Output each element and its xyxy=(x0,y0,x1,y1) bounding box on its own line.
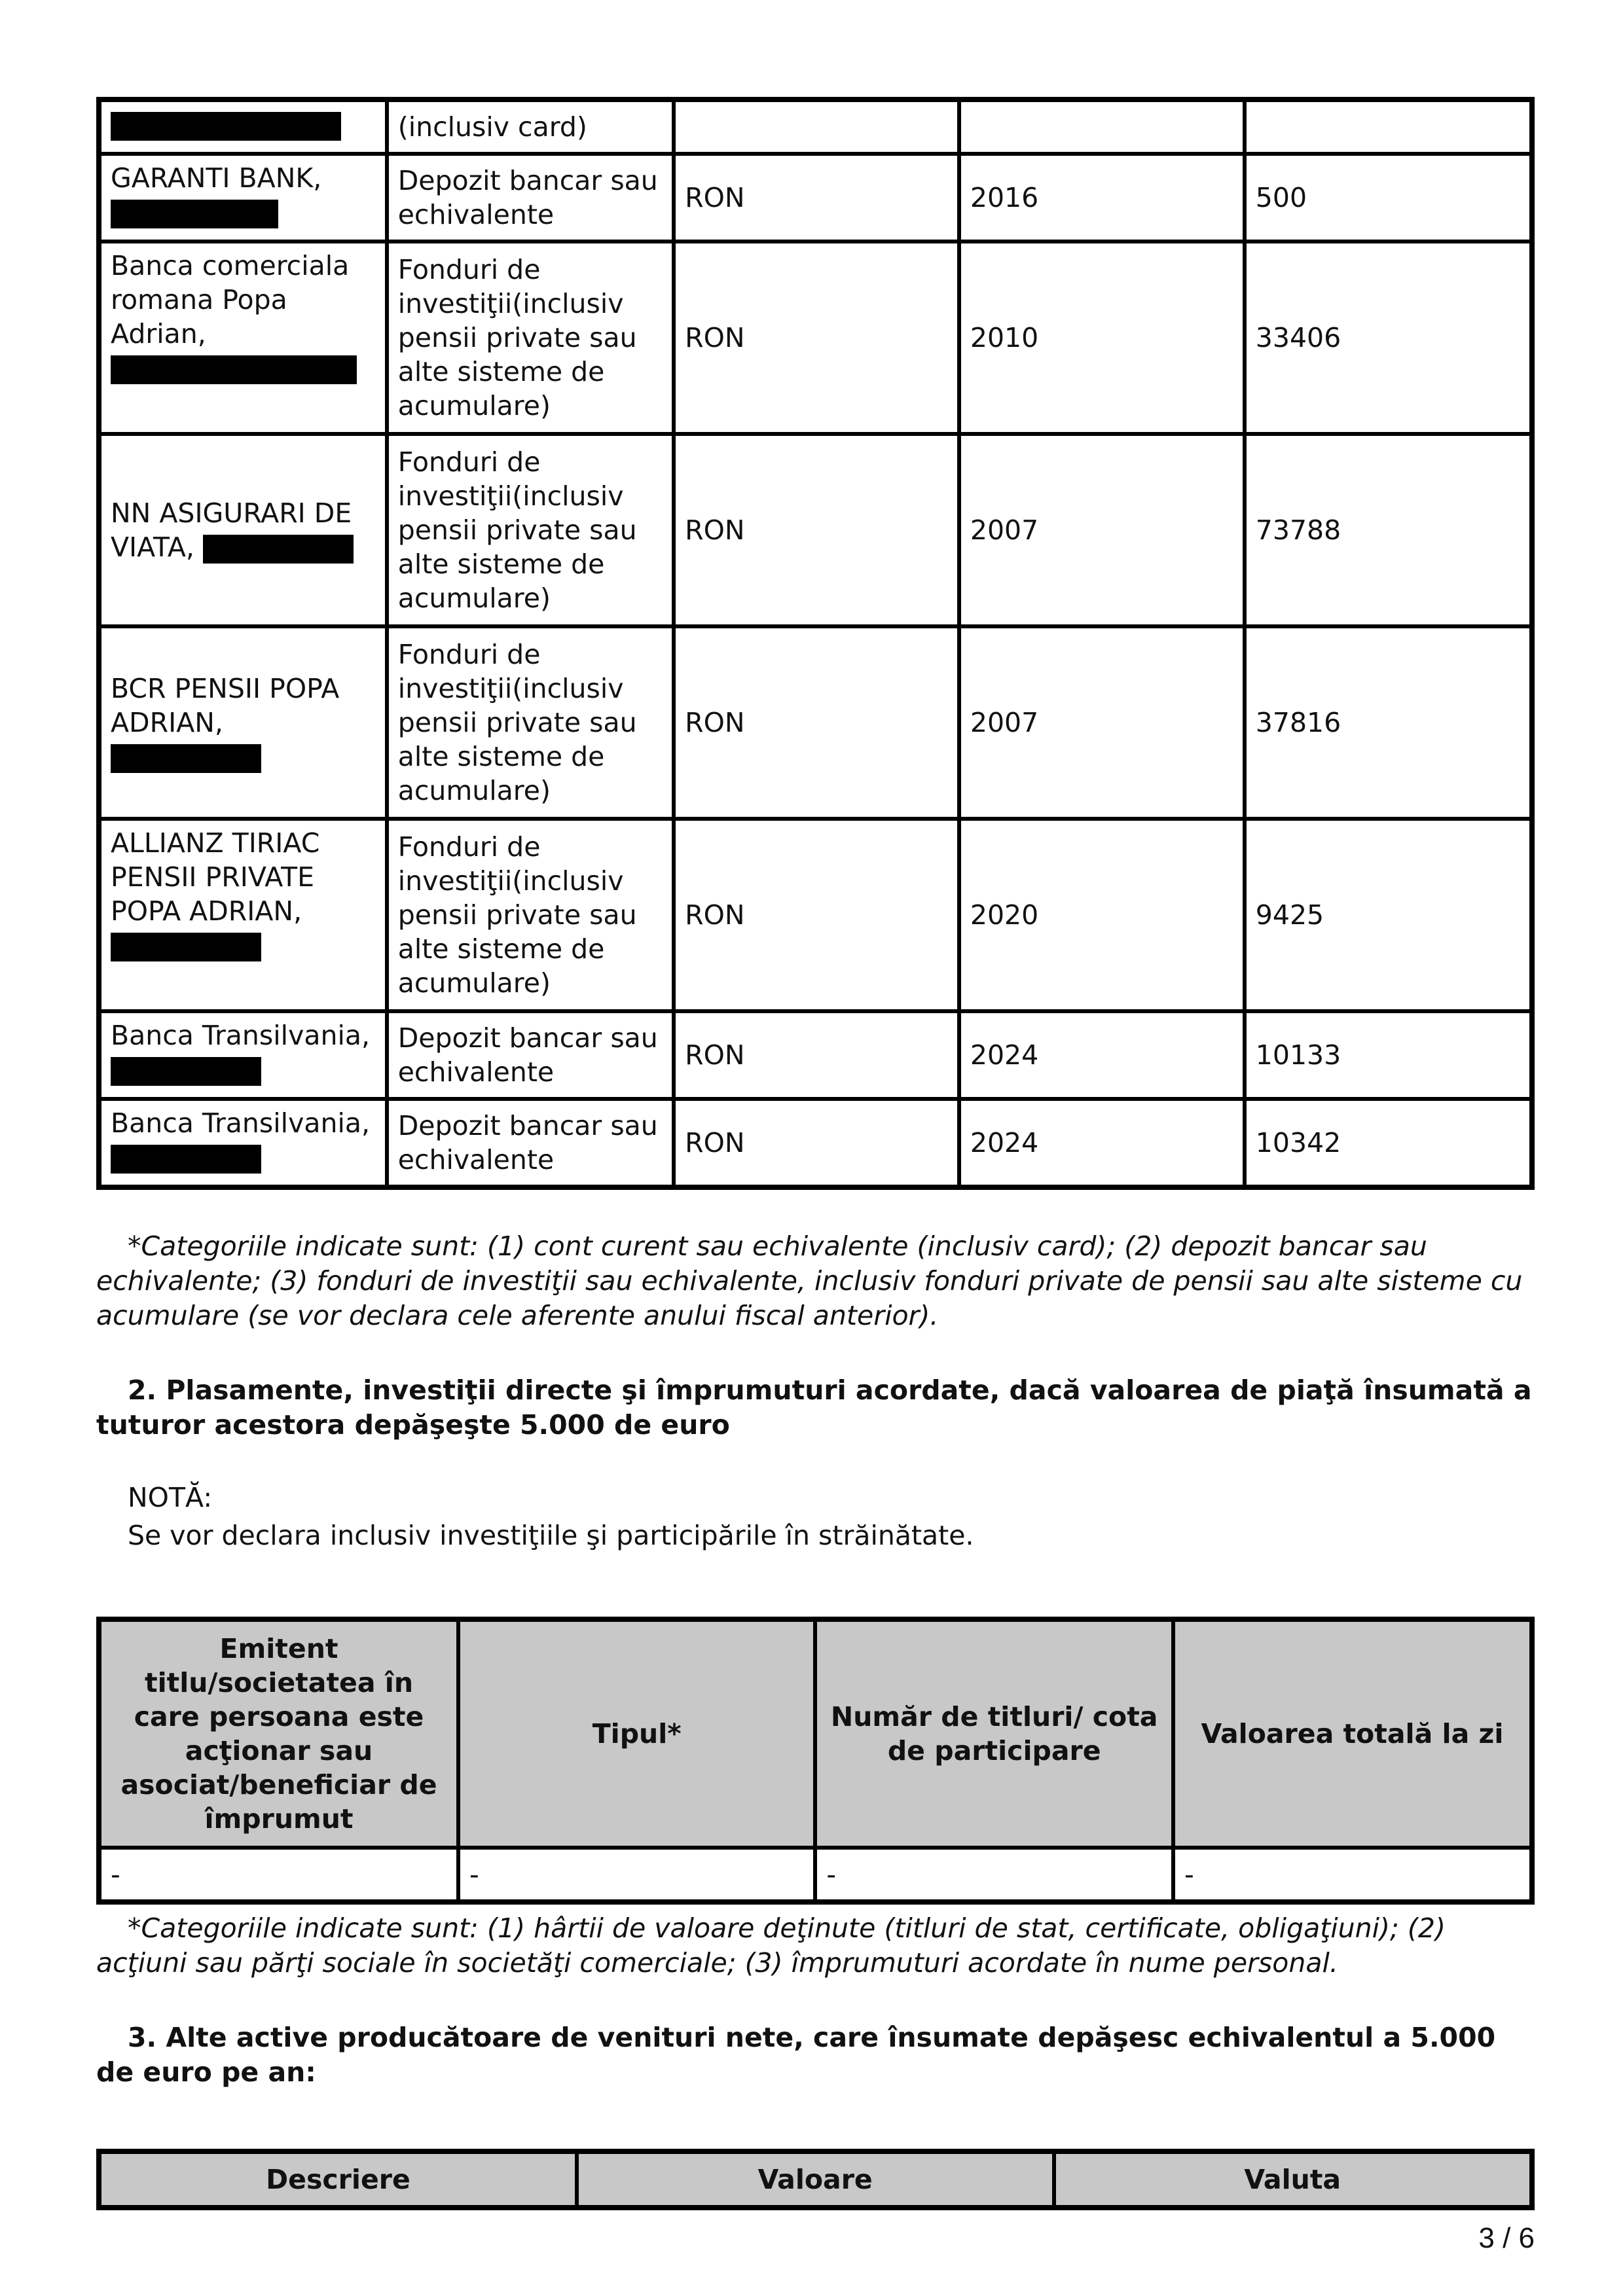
header-descriere: Descriere xyxy=(100,2152,577,2207)
table-cell: - xyxy=(100,1848,458,1901)
an-cell: 2010 xyxy=(959,242,1245,434)
header-valuta: Valuta xyxy=(1054,2152,1531,2207)
valuta-cell: RON xyxy=(674,434,959,626)
sold-cell: 500 xyxy=(1245,154,1531,242)
table-cell: - xyxy=(1173,1848,1531,1901)
accounts-table xyxy=(96,97,1535,1190)
redaction-block xyxy=(111,1057,261,1086)
categories-note-1: *Categoriile indicate sunt: (1) cont curent sau echivalente (inclusiv card); (2) depozit bancar sau echivalente; (3) fonduri de investiţii sau echivalente, inclusiv fonduri private de pensii sau alte sisteme cu acumulare (se vor declara cele aferente anului fiscal anterior). xyxy=(96,1230,1523,1331)
redaction-block xyxy=(111,355,357,384)
cat-cell: Depozit bancar sau echivalente xyxy=(387,1011,674,1099)
redaction-block xyxy=(111,933,261,961)
institution-cell: BCR PENSII POPA ADRIAN, xyxy=(100,626,387,819)
institution-cell: Banca comerciala romana Popa Adrian, xyxy=(100,242,387,434)
valuta-cell: RON xyxy=(674,626,959,819)
cat-cell: (inclusiv card) xyxy=(387,100,674,154)
institution-cell: Banca Transilvania, xyxy=(100,1011,387,1099)
page-number: 3 / 6 xyxy=(1478,2222,1535,2254)
valuta-cell: RON xyxy=(674,242,959,434)
redaction-block xyxy=(111,1145,261,1174)
cat-cell: Fonduri de investiţii(inclusiv pensii private sau alte sisteme de acumulare) xyxy=(387,819,674,1011)
table-row xyxy=(100,1011,1531,1099)
header-numar-titluri: Număr de titluri/ cota de participare xyxy=(815,1620,1173,1848)
valuta-cell: RON xyxy=(674,1099,959,1187)
nota-text: Se vor declara inclusiv investiţiile şi participările în străinătate. xyxy=(128,1520,974,1551)
nota-label: NOTĂ: xyxy=(128,1482,213,1513)
table-row xyxy=(100,434,1531,626)
header-valoarea-totala: Valoarea totală la zi xyxy=(1173,1620,1531,1848)
cat-cell: Depozit bancar sau echivalente xyxy=(387,1099,674,1187)
table-row xyxy=(100,242,1531,434)
section-3-heading: 3. Alte active producătoare de venituri nete, care însumate depăşesc echivalentul a 5.000 de euro pe an: xyxy=(96,2022,1496,2088)
sold-cell: 73788 xyxy=(1245,434,1531,626)
institution-cell xyxy=(100,100,387,154)
header-tipul: Tipul* xyxy=(458,1620,815,1848)
redaction-block xyxy=(203,535,354,564)
an-cell: 2007 xyxy=(959,434,1245,626)
cat-cell: Depozit bancar sau echivalente xyxy=(387,154,674,242)
header-emitent: Emitent titlu/societatea în care persoana este acţionar sau asociat/beneficiar de împrumut xyxy=(100,1620,458,1848)
valuta-cell xyxy=(674,100,959,154)
table-row xyxy=(100,154,1531,242)
institution-cell: NN ASIGURARI DE VIATA, xyxy=(100,434,387,626)
cat-cell: Fonduri de investiţii(inclusiv pensii private sau alte sisteme de acumulare) xyxy=(387,626,674,819)
redaction-block xyxy=(111,744,261,773)
institution-cell: GARANTI BANK, xyxy=(100,154,387,242)
header-valoare: Valoare xyxy=(577,2152,1054,2207)
other-assets-table xyxy=(96,2149,1535,2210)
an-cell xyxy=(959,100,1245,154)
institution-cell: ALLIANZ TIRIAC PENSII PRIVATE POPA ADRIAN, xyxy=(100,819,387,1011)
investments-table xyxy=(96,1617,1535,1905)
table-row xyxy=(100,100,1531,154)
sold-cell: 9425 xyxy=(1245,819,1531,1011)
an-cell: 2024 xyxy=(959,1011,1245,1099)
sold-cell: 10342 xyxy=(1245,1099,1531,1187)
cat-cell: Fonduri de investiţii(inclusiv pensii private sau alte sisteme de acumulare) xyxy=(387,434,674,626)
valuta-cell: RON xyxy=(674,1011,959,1099)
an-cell: 2007 xyxy=(959,626,1245,819)
table-row xyxy=(100,1848,1531,1901)
redaction-block xyxy=(111,112,341,141)
categories-note-2: *Categoriile indicate sunt: (1) hârtii de valoare deţinute (titluri de stat, certificate, obligaţiuni); (2) acţiuni sau părţi sociale în societăţi comerciale; (3) împrumuturi acordate în nume personal. xyxy=(96,1912,1446,1979)
sold-cell xyxy=(1245,100,1531,154)
sold-cell: 33406 xyxy=(1245,242,1531,434)
redaction-block xyxy=(111,200,278,228)
an-cell: 2024 xyxy=(959,1099,1245,1187)
table-row xyxy=(100,626,1531,819)
sold-cell: 37816 xyxy=(1245,626,1531,819)
cat-cell: Fonduri de investiţii(inclusiv pensii private sau alte sisteme de acumulare) xyxy=(387,242,674,434)
valuta-cell: RON xyxy=(674,819,959,1011)
table-row xyxy=(100,1099,1531,1187)
table-cell: - xyxy=(458,1848,815,1901)
an-cell: 2020 xyxy=(959,819,1245,1011)
institution-cell: Banca Transilvania, xyxy=(100,1099,387,1187)
table-row xyxy=(100,819,1531,1011)
sold-cell: 10133 xyxy=(1245,1011,1531,1099)
an-cell: 2016 xyxy=(959,154,1245,242)
valuta-cell: RON xyxy=(674,154,959,242)
table-cell: - xyxy=(815,1848,1173,1901)
section-2-heading: 2. Plasamente, investiţii directe şi împrumuturi acordate, dacă valoarea de piaţă însumată a tuturor acestora depăşeşte 5.000 de euro xyxy=(96,1374,1532,1441)
